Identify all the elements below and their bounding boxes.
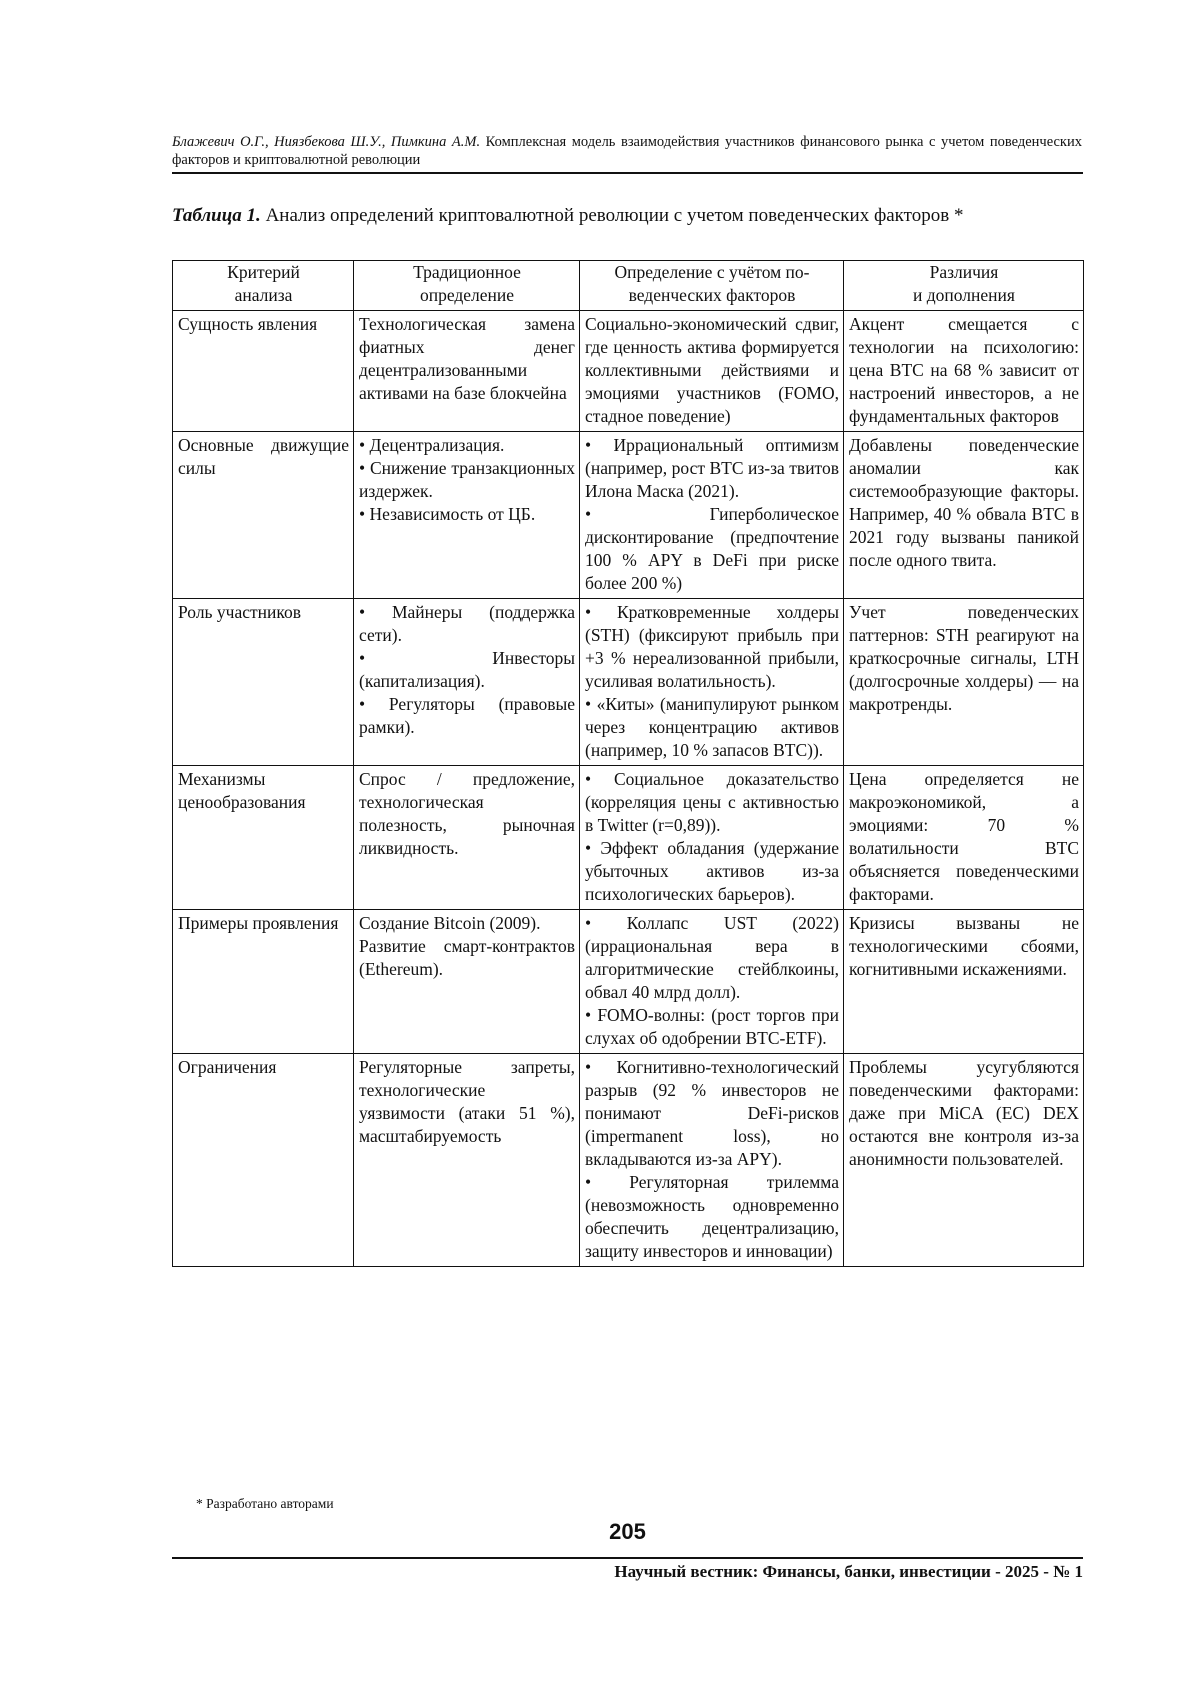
cell-criterion <box>173 311 354 432</box>
cell-criterion-text: Примеры проявления <box>178 913 339 933</box>
cell-differences-paragraph: Учет поведенческих паттернов: STH реагируют на краткосрочные сигналы, LTH (долгосрочные холдеры) — на макротренды. <box>849 602 1079 714</box>
cell-traditional-paragraph: Спрос / предложение, технологическая полезность, рыночная ликвидность. <box>359 769 575 858</box>
cell-differences <box>844 311 1084 432</box>
cell-traditional-paragraph: Развитие смарт-контрактов (Ethereum). <box>359 936 575 979</box>
cell-criterion <box>173 766 354 910</box>
header-traditional: Традиционное определение <box>354 261 580 311</box>
cell-traditional-paragraph: • Децентрализация. <box>359 435 505 455</box>
table-row <box>173 599 1084 766</box>
cell-differences-paragraph: Проблемы усугубляются поведенческими факторами: даже при MiCA (ЕС) DEX остаются вне контроля из-за анонимности пользователей. <box>849 1057 1079 1169</box>
cell-differences-paragraph: Кризисы вызваны не технологическими сбоями, когнитивными искажениями. <box>849 913 1079 979</box>
cell-differences <box>844 910 1084 1054</box>
cell-behavioral-paragraph: • Регуляторная трилемма (невозможность одновременно обеспечить децентрализацию, защиту инвесторов и инновации) <box>585 1172 839 1261</box>
cell-criterion <box>173 1054 354 1267</box>
cell-behavioral <box>580 599 844 766</box>
cell-traditional <box>354 432 580 599</box>
cell-traditional <box>354 766 580 910</box>
cell-traditional-paragraph: Создание Bitcoin (2009). <box>359 913 541 933</box>
journal-footer: Научный вестник: Финансы, банки, инвестиции - 2025 - № 1 <box>614 1562 1083 1581</box>
cell-behavioral-paragraph: • Кратковременные холдеры (STH) (фиксируют прибыль при +3 % нереализованной прибыли, усиливая волатильность). <box>585 602 839 691</box>
cell-differences <box>844 1054 1084 1267</box>
table-header-row <box>173 261 1084 311</box>
cell-differences-paragraph: Акцент смещается с технологии на психологию: цена BTC на 68 % зависит от настроений инвесторов, а не фундаментальных факторов <box>849 314 1079 426</box>
table-body <box>173 311 1084 1267</box>
cell-traditional <box>354 1054 580 1267</box>
table-row <box>173 910 1084 1054</box>
cell-behavioral-paragraph: • Когнитивно-технологический разрыв (92 % инвесторов не понимают DeFi-рисков (impermanent loss), но вкладываются из-за APY). <box>585 1057 839 1169</box>
cell-behavioral-paragraph: • Социальное доказательство (корреляция цены с активностью в Twitter (r=0,89)). <box>585 769 839 835</box>
cell-behavioral <box>580 311 844 432</box>
cell-criterion <box>173 599 354 766</box>
header-rule <box>172 172 1083 174</box>
table-row <box>173 432 1084 599</box>
cell-behavioral <box>580 432 844 599</box>
cell-traditional-paragraph: • Инвесторы (капитализация). <box>359 648 575 691</box>
running-header <box>172 133 1082 169</box>
cell-differences-paragraph: Добавлены поведенческие аномалии как системообразующие факторы. Например, 40 % обвала BTC в 2021 году вызваны паникой после одного твита. <box>849 435 1079 570</box>
footer-rule <box>172 1557 1083 1559</box>
table-footnote: * Разработано авторами <box>196 1496 334 1511</box>
table-row <box>173 766 1084 910</box>
cell-behavioral-paragraph: • FOMO-волны: (рост торгов при слухах об одобрении BTC-ETF). <box>585 1005 839 1048</box>
cell-differences <box>844 766 1084 910</box>
cell-criterion-text: Механизмы ценообразования <box>178 769 306 812</box>
definitions-table <box>172 260 1084 1267</box>
cell-criterion-text: Ограничения <box>178 1057 277 1077</box>
cell-traditional <box>354 311 580 432</box>
cell-behavioral-paragraph: • Гиперболическое дисконтирование (предпочтение 100 % APY в DeFi при риске более 200 %) <box>585 504 839 593</box>
cell-differences-paragraph: Цена определяется не макроэкономикой, а эмоциями: 70 % волатильности BTC объясняется поведенческими факторами. <box>849 769 1079 904</box>
table-caption <box>172 204 1083 227</box>
cell-traditional-paragraph: • Майнеры (поддержка сети). <box>359 602 575 645</box>
cell-behavioral <box>580 1054 844 1267</box>
cell-behavioral-paragraph: • Коллапс UST (2022) (иррациональная вера в алгоритмические стейблкоины, обвал 40 млрд долл). <box>585 913 839 1002</box>
table-row <box>173 311 1084 432</box>
page-number: 205 <box>609 1519 646 1544</box>
cell-behavioral <box>580 766 844 910</box>
cell-traditional <box>354 599 580 766</box>
header-differences: Различия и дополнения <box>844 261 1084 311</box>
cell-criterion-text: Роль участников <box>178 602 301 622</box>
cell-criterion <box>173 432 354 599</box>
cell-behavioral-paragraph: Социально-экономический сдвиг, где ценность актива формируется коллективными действиями и эмоциями участников (FOMO, стадное поведение) <box>585 314 839 426</box>
cell-criterion <box>173 910 354 1054</box>
cell-traditional-paragraph: Технологическая замена фиатных денег децентрализованными активами на базе блокчейна <box>359 314 575 403</box>
header-behavioral: Определение с учётом по- веденческих факторов <box>580 261 844 311</box>
table-caption-label: Таблица 1. <box>172 205 261 226</box>
header-authors: Блажевич О.Г., Ниязбекова Ш.У., Пимкина А.М. <box>172 134 481 150</box>
cell-behavioral <box>580 910 844 1054</box>
header-article-title: Комплексная модель взаимодействия участников финансового рынка с учетом поведенческих факторов и криптовалютной революции <box>172 134 1082 168</box>
cell-behavioral-paragraph: • «Киты» (манипулируют рынком через концентрацию активов (например, 10 % запасов BTC)). <box>585 694 839 760</box>
cell-differences <box>844 599 1084 766</box>
header-criterion: Критерий анализа <box>173 261 354 311</box>
table-caption-text: Анализ определений криптовалютной революции с учетом поведенческих факторов * <box>260 205 964 226</box>
cell-behavioral-paragraph: • Иррациональный оптимизм (например, рост BTC из-за твитов Илона Маска (2021). <box>585 435 839 501</box>
table-row <box>173 1054 1084 1267</box>
cell-traditional-paragraph: • Регуляторы (правовые рамки). <box>359 694 575 737</box>
cell-traditional-paragraph: Регуляторные запреты, технологические уязвимости (атаки 51 %), масштабируемость <box>359 1057 575 1146</box>
cell-criterion-text: Основные движущие силы <box>178 435 349 478</box>
cell-traditional-paragraph: • Независимость от ЦБ. <box>359 504 536 524</box>
cell-criterion-text: Сущность явления <box>178 314 318 334</box>
cell-behavioral-paragraph: • Эффект обладания (удержание убыточных активов из-за психологических барьеров). <box>585 838 839 904</box>
cell-differences <box>844 432 1084 599</box>
cell-traditional <box>354 910 580 1054</box>
cell-traditional-paragraph: • Снижение транзакционных издержек. <box>359 458 575 501</box>
